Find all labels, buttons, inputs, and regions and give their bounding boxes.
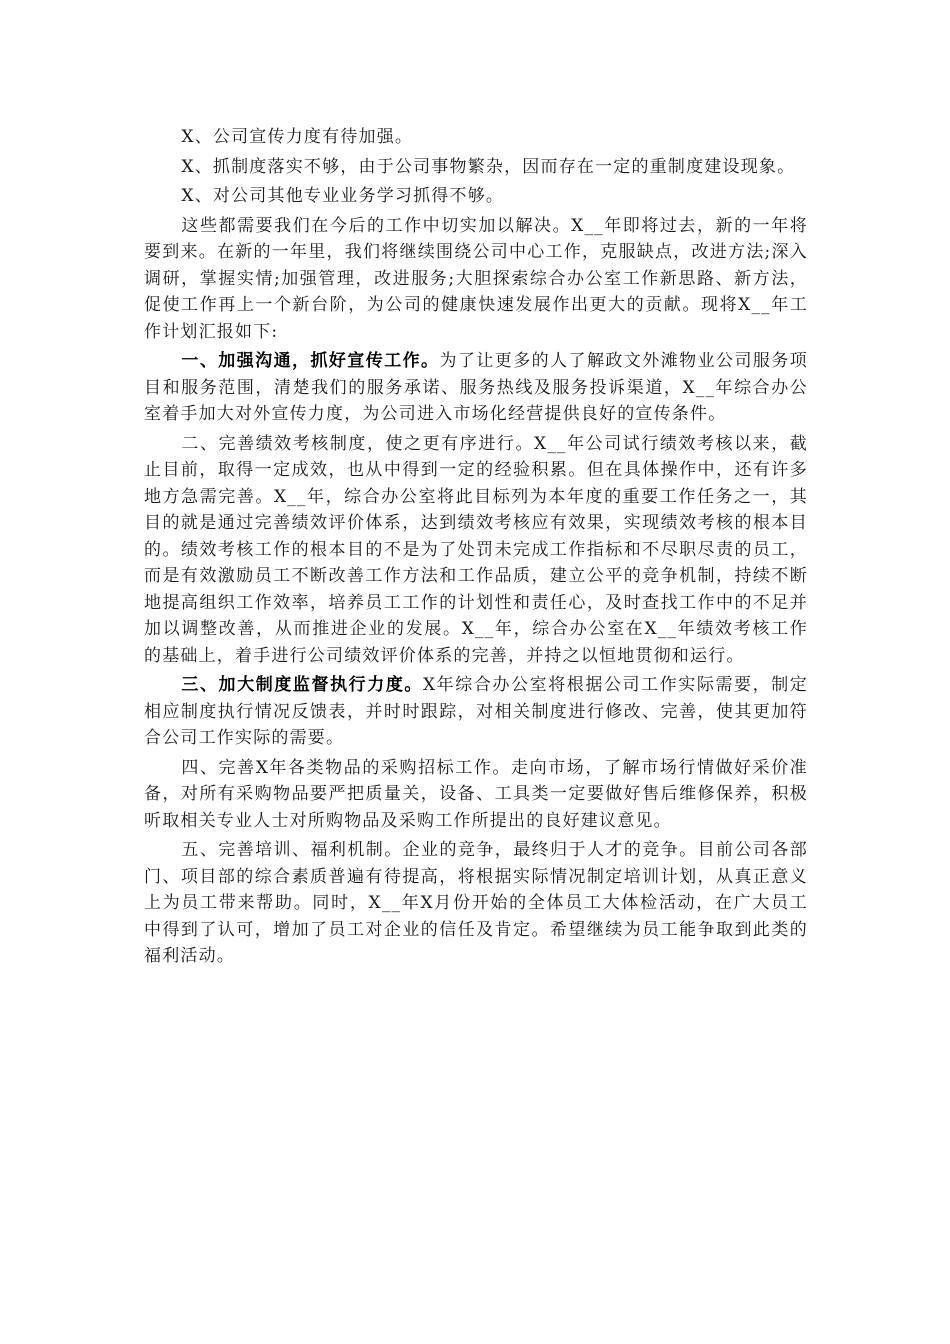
paragraph-5-heading: 一、加强沟通，抓好宣传工作。 bbox=[181, 351, 440, 371]
paragraph-8-text: 四、完善X年各类物品的采购招标工作。走向市场，了解市场行情做好采价准备，对所有采购物品要严把质量关，设备、工具类一定要做好售后维修保养，积极听取相关专业人士对所购物品及采购工作所提出的良好建议意见。 bbox=[144, 757, 808, 831]
paragraph-1-text: X、公司宣传力度有待加强。 bbox=[181, 127, 414, 147]
paragraph-7-heading: 三、加大制度监督执行力度。 bbox=[181, 675, 423, 695]
paragraph-7-text: X年综合办公室将根据公司工作实际需要，制定相应制度执行情况反馈表，并时时跟踪，对相关制度进行修改、完善，使其更加符合公司工作实际的需要。 bbox=[144, 675, 808, 748]
paragraph-8 bbox=[144, 755, 808, 835]
paragraph-7 bbox=[144, 672, 808, 752]
paragraph-3-text: X、对公司其他专业业务学习抓得不够。 bbox=[181, 186, 505, 206]
paragraph-2 bbox=[144, 154, 808, 181]
paragraph-6-text: 二、完善绩效考核制度，使之更有序进行。X__年公司试行绩效考核以来，截止目前，取得一定成效，也从中得到一定的经验积累。但在具体操作中，还有许多地方急需完善。X__年，综合办公室将此目标列为本年度的重要工作任务之一，其目的就是通过完善绩效评价体系，达到绩效考核应有效果，实现绩效考核的根本目的。绩效考核工作的根本目的不是为了处罚未完成工作指标和不尽职尽责的员工，而是有效激励员工不断改善工作方法和工作品质，建立公平的竞争机制，持续不断地提高组织工作效率，培养员工工作的计划性和责任心，及时查找工作中的不足并加以调整改善，从而推进企业的发展。X__年，综合办公室在X__年绩效考核工作的基础上，着手进行公司绩效评价体系的完善，并持之以恒地贯彻和运行。 bbox=[144, 433, 808, 666]
paragraph-9 bbox=[144, 837, 808, 970]
paragraph-1 bbox=[144, 124, 808, 151]
paragraph-6 bbox=[144, 431, 808, 670]
paragraph-9-text: 五、完善培训、福利机制。企业的竞争，最终归于人才的竞争。目前公司各部门、项目部的综合素质普遍有待提高，将根据实际情况制定培训计划，从真正意义上为员工带来帮助。同时，X__年X月份开始的全体员工大体检活动，在广大员工中得到了认可，增加了员工对企业的信任及肯定。希望继续为员工能争取到此类的福利活动。 bbox=[144, 840, 808, 966]
paragraph-5-text: 为了让更多的人了解政文外滩物业公司服务项目和服务范围，清楚我们的服务承诺、服务热线及服务投诉渠道，X__年综合办公室着手加大对外宣传力度，为公司进入市场化经营提供良好的宣传条件。 bbox=[144, 351, 808, 424]
paragraph-4 bbox=[144, 213, 808, 346]
paragraph-3 bbox=[144, 183, 808, 210]
paragraph-5 bbox=[144, 348, 808, 428]
paragraph-4-text: 这些都需要我们在今后的工作中切实加以解决。X__年即将过去，新的一年将要到来。在新的一年里，我们将继续围绕公司中心工作，克服缺点，改进方法;深入调研，掌握实情;加强管理，改进服务;大胆探索综合办公室工作新思路、新方法，促使工作再上一个新台阶，为公司的健康快速发展作出更大的贡献。现将X__年工作计划汇报如下: bbox=[144, 215, 808, 342]
paragraph-2-text: X、抓制度落实不够，由于公司事物繁杂，因而存在一定的重制度建设现象。 bbox=[181, 156, 796, 177]
document-body bbox=[144, 124, 808, 973]
